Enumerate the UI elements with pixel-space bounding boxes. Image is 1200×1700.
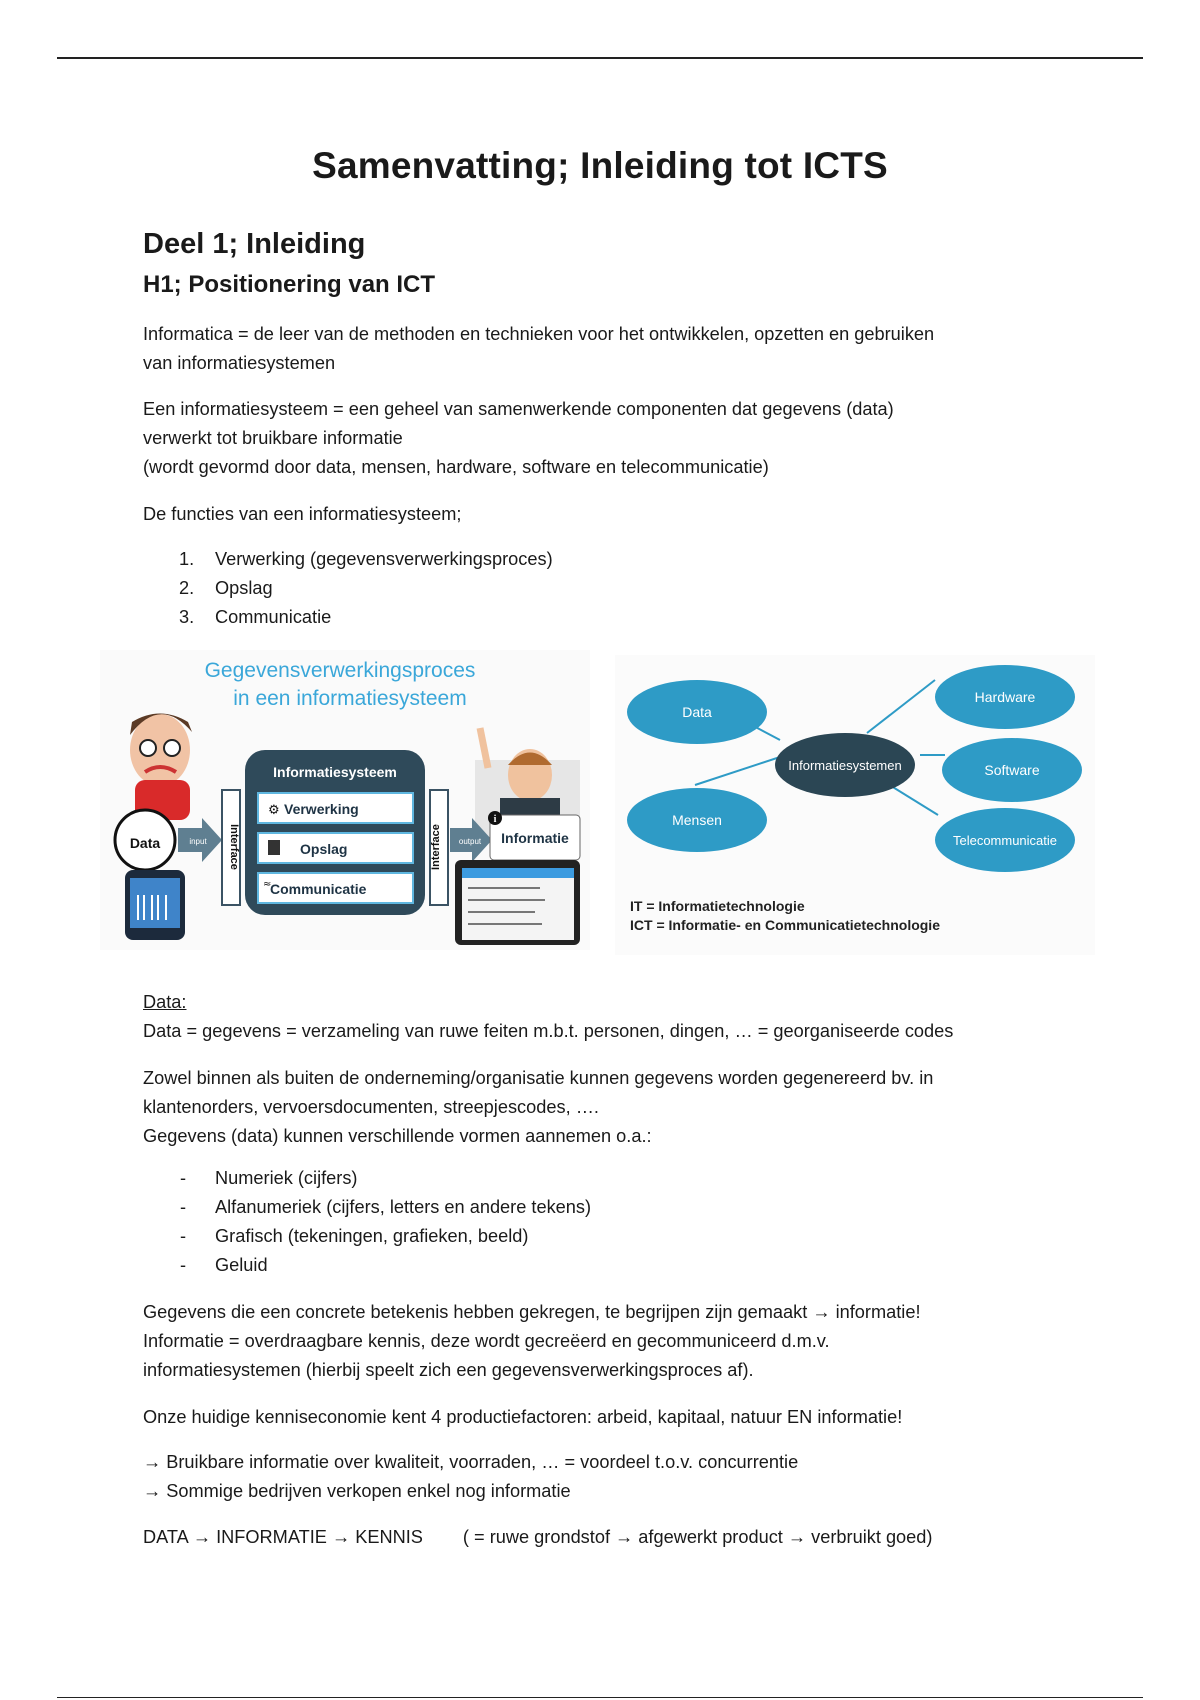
text-line: → Sommige bedrijven verkopen enkel nog informatie <box>143 1481 571 1501</box>
oval-hardware-label: Hardware <box>974 689 1036 705</box>
list-number: 1. <box>179 549 195 569</box>
list-item: - Geluid <box>180 1255 268 1275</box>
text-line: informatiesystemen (hierbij speelt zich een gegevensverwerkingsproces af). <box>143 1360 754 1380</box>
chain-left: DATA → INFORMATIE → KENNIS <box>143 1527 423 1547</box>
output-info-label: Informatie <box>501 830 569 846</box>
data-forms-wrap <box>143 1164 1083 1280</box>
oval-mensen-label: Mensen <box>672 812 722 828</box>
oval-software-label: Software <box>984 762 1040 778</box>
text-line: klantenorders, vervoersdocumenten, streepjescodes, …. <box>143 1097 599 1117</box>
list-number: 2. <box>179 578 195 598</box>
list-label: Numeriek (cijfers) <box>215 1168 358 1188</box>
database-icon <box>268 840 280 855</box>
functions-list <box>143 545 1063 632</box>
data-forms-list <box>143 1164 1083 1280</box>
interface-right-label: Interface <box>430 824 442 870</box>
economy-paragraph <box>143 1403 1083 1432</box>
text-line: (wordt gevormd door data, mensen, hardware, software en telecommunicatie) <box>143 457 769 477</box>
text-line: De functies van een informatiesysteem; <box>143 504 462 524</box>
figure-title-line1: Gegevensverwerkingsproces <box>204 659 476 682</box>
text-line: → Bruikbare informatie over kwaliteit, voorraden, … = voordeel t.o.v. concurrentie <box>143 1452 799 1472</box>
input-data-label: Data <box>129 835 161 851</box>
communication-label: Communicatie <box>270 881 367 897</box>
wifi-icon: ≈ <box>263 879 272 890</box>
text-line: Zowel binnen als buiten de onderneming/organisatie kunnen gegevens worden gegenereerd bv. in <box>143 1068 934 1088</box>
part-heading: Deel 1; Inleiding <box>143 228 366 260</box>
data-definition: Data = gegevens = verzameling van ruwe feiten m.b.t. personen, dingen, … = georganiseerde codes <box>143 1021 954 1041</box>
list-item <box>143 545 1063 574</box>
list-number: 3. <box>179 607 195 627</box>
data-section <box>143 988 1083 1046</box>
interface-left-label: Interface <box>228 824 240 870</box>
text-line: Informatica = de leer van de methoden en technieken voor het ontwikkelen, opzetten en gebruiken <box>143 324 935 344</box>
arrow-points <box>143 1448 1083 1506</box>
figure-title-line2: in een informatiesysteem <box>233 687 467 710</box>
data-heading: Data: <box>143 992 187 1012</box>
system-title: Informatiesysteem <box>273 764 397 780</box>
list-item: - Grafisch (tekeningen, grafieken, beeld) <box>180 1226 529 1246</box>
chapter-heading: H1; Positionering van ICT <box>143 271 436 298</box>
output-arrow-label: output <box>458 837 482 846</box>
list-item: - Numeriek (cijfers) <box>180 1168 358 1188</box>
text-line: verwerkt tot bruikbare informatie <box>143 428 403 448</box>
list-label: Communicatie <box>215 607 332 627</box>
list-label: Grafisch (tekeningen, grafieken, beeld) <box>215 1226 529 1246</box>
components-diagram <box>615 655 1095 955</box>
list-label: Geluid <box>215 1255 268 1275</box>
informatiesysteem-definition <box>143 395 1063 482</box>
ict-definition: ICT = Informatie- en Communicatietechnologie <box>630 917 940 933</box>
list-label: Alfanumeriek (cijfers, letters en andere tekens) <box>215 1197 592 1217</box>
confused-person-illustration <box>130 714 192 821</box>
input-arrow-label: input <box>189 837 207 846</box>
list-item <box>143 603 1063 632</box>
information-definition <box>143 1298 1083 1385</box>
functions-list-wrap <box>143 545 1063 632</box>
list-item: - Alfanumeriek (cijfers, letters en andere tekens) <box>180 1197 592 1217</box>
list-label: Opslag <box>215 578 273 598</box>
chain-right: ( = ruwe grondstof → afgewerkt product → verbruikt goed) <box>462 1527 933 1547</box>
processing-diagram <box>100 650 590 950</box>
top-rule <box>57 57 1143 59</box>
storage-label: Opslag <box>300 841 348 857</box>
bottom-rule <box>57 1697 1143 1698</box>
functions-intro <box>143 500 1063 529</box>
oval-telecom-label: Telecommunicatie <box>952 833 1058 848</box>
oval-data-label: Data <box>682 704 712 720</box>
gear-icon: ⚙ <box>268 803 280 818</box>
data-generation <box>143 1064 1083 1151</box>
list-item <box>143 574 1063 603</box>
text-line: Onze huidige kenniseconomie kent 4 productiefactoren: arbeid, kapitaal, natuur EN informatie! <box>143 1407 903 1427</box>
processing-label: Verwerking <box>284 801 359 817</box>
text-line: van informatiesystemen <box>143 353 336 373</box>
knowledge-chain <box>143 1523 1083 1552</box>
svg-text:i: i <box>493 814 497 825</box>
text-line: Gegevens die een concrete betekenis hebben gekregen, te begrijpen zijn gemaakt → informatie! <box>143 1302 921 1322</box>
list-label: Verwerking (gegevensverwerkingsproces) <box>215 549 553 569</box>
text-line: Een informatiesysteem = een geheel van samenwerkende componenten dat gegevens (data) <box>143 399 894 419</box>
oval-center-label: Informatiesystemen <box>788 758 902 773</box>
text-line: Informatie = overdraagbare kennis, deze wordt gecreëerd en gecommuniceerd d.m.v. <box>143 1331 830 1351</box>
document-title: Samenvatting; Inleiding tot ICTS <box>312 145 888 186</box>
text-line: Gegevens (data) kunnen verschillende vormen aannemen o.a.: <box>143 1126 652 1146</box>
informatica-definition <box>143 320 1063 378</box>
it-definition: IT = Informatietechnologie <box>630 898 805 914</box>
